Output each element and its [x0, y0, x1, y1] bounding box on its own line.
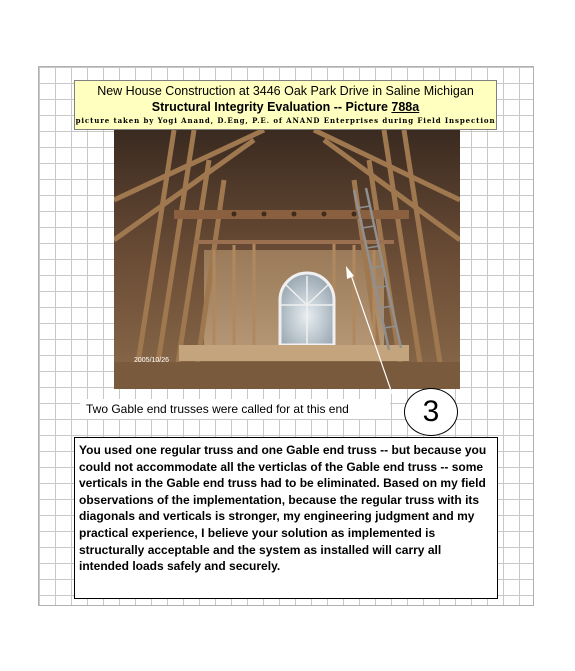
photo-caption: Two Gable end trusses were called for at this end — [80, 399, 390, 419]
evaluation-title-prefix: Structural Integrity Evaluation -- Picture — [151, 100, 392, 114]
evaluation-text: You used one regular truss and one Gable end truss -- but because you could not accommodate all the verticlas of the Gable end truss -- some verticals in the Gable end truss had to be eliminated. Based on my field observations of the implementation, because the regular truss with its diagonals and verticals is stronger, my engineering judgment and my practical experience, I believe your solution as implemented is structurally acceptable and the system as installed will carry all intended loads safely and securely. — [74, 437, 498, 599]
picture-number: 788a — [391, 100, 420, 114]
photo-date-stamp: 2005/10/26 — [134, 357, 170, 364]
construction-photo — [114, 130, 460, 389]
evaluation-title — [75, 99, 496, 115]
marker-number: 3 — [404, 388, 458, 436]
project-title: New House Construction at 3446 Oak Park Drive in Saline Michigan — [97, 84, 474, 98]
title-box — [74, 80, 497, 130]
photo-credit: picture taken by Yogi Anand, D.Eng, P.E. of ANAND Enterprises during Field Inspection — [75, 116, 496, 125]
